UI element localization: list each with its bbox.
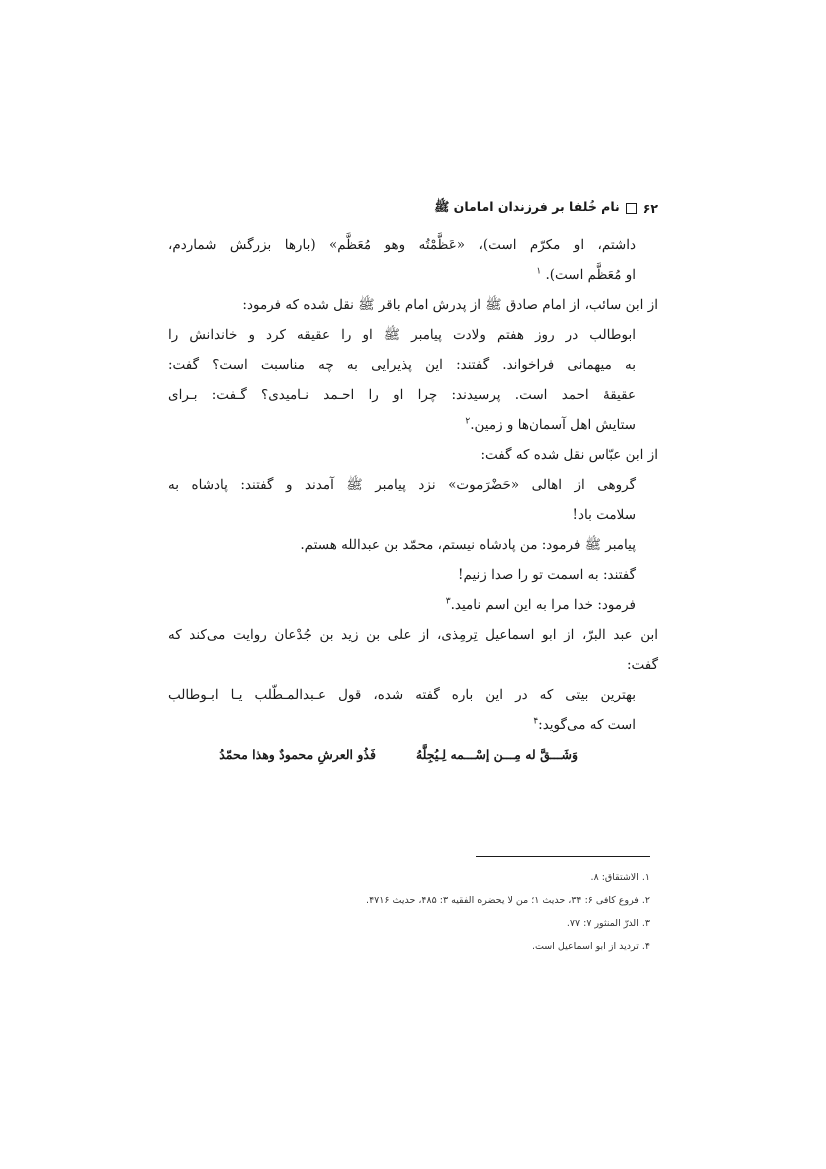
text-line: فرمود: خدا مرا به این اسم نامید.$^۳$ <box>445 596 636 613</box>
page-number: ۶۲ <box>642 200 658 216</box>
text-line: است که می‌گوید:$^۴$ <box>533 716 636 733</box>
text-line: گروهی از اهالی «حَضْرَموت» نزد پیامبر ﷺ آمدند و گفتند: پادشاه به <box>168 477 636 493</box>
text-line: به میهمانی فراخواند. گفتند: این پذیرایی به چه مناسبت است؟ گفت: <box>168 357 636 373</box>
footnote: ۲. فروع کافی ۶: ۳۴، حدیث ۱؛ من لا یحضره الفقیه ۳: ۴۸۵، حدیث ۴۷۱۶. <box>366 895 650 906</box>
text-line: گفت: <box>626 657 658 673</box>
running-header <box>168 196 658 220</box>
footnote-mark: ۴ <box>533 716 539 727</box>
poem-hemistich: فَذُو العرشِ محمودٌ وهذا محمّدُ <box>219 747 376 762</box>
text-line: او مُعَظَّم است). $^۱$ <box>536 266 636 283</box>
text-line: داشتم، او مکرّم است)، «عَظَّمْتُه وهو مُعَظَّم» (بارها بزرگش شماردم، <box>168 237 636 253</box>
text-line: ستایش اهل آسمان‌ها و زمین.$^۲$ <box>465 416 636 433</box>
poem-hemistich: وَشَـــقَّ له مِـــن إسْـــمه لِـيُجِلَّهُ <box>415 747 578 762</box>
footnote-divider <box>476 856 650 857</box>
footnotes <box>168 866 650 958</box>
footnote: ۴. تردید از ابو اسماعیل است. <box>531 941 650 952</box>
text-line: سلامت باد! <box>572 507 636 523</box>
text-line: پیامبر ﷺ فرمود: من پادشاه نیستم، محمّد بن عبدالله هستم. <box>300 537 636 553</box>
running-title: نام خُلفا بر فرزندان امامان ﷺ <box>434 198 620 214</box>
text-line: از ابن عبّاس نقل شده که گفت: <box>480 447 658 463</box>
main-text <box>168 230 658 770</box>
footnote: ۳. الدرّ المنثور ۷: ۷۷. <box>566 918 650 929</box>
square-ornament-icon <box>626 203 637 214</box>
footnote-mark: ۲ <box>465 416 471 427</box>
text-line: بهترین بیتی که در این باره گفته شده، قول عـبدالمـطّلب یـا ابـوطالب <box>168 687 636 703</box>
text-line: گفتند: به اسمت تو را صدا زنیم! <box>458 567 636 583</box>
text-line: عقیقهٔ احمد است. پرسیدند: چرا او را احـمد نـامیدی؟ گـفت: بـرای <box>168 387 636 403</box>
text-line: ابوطالب در روز هفتم ولادت پیامبر ﷺ او را عقیقه کرد و خاندانش را <box>168 327 636 343</box>
poem-verse <box>168 740 658 770</box>
text-line: از ابن سائب، از امام صادق ﷺ از پدرش امام باقر ﷺ نقل شده که فرمود: <box>242 297 658 313</box>
footnote: ۱. الاشتقاق: ۸. <box>590 872 650 883</box>
footnote-mark: ۳ <box>445 596 451 607</box>
text-line: ابن عبد البرّ، از ابو اسماعیل تِرمِذی، از علی بن زید بن جُدْعان روایت می‌کند که <box>168 627 658 643</box>
footnote-mark: ۱ <box>536 266 542 277</box>
